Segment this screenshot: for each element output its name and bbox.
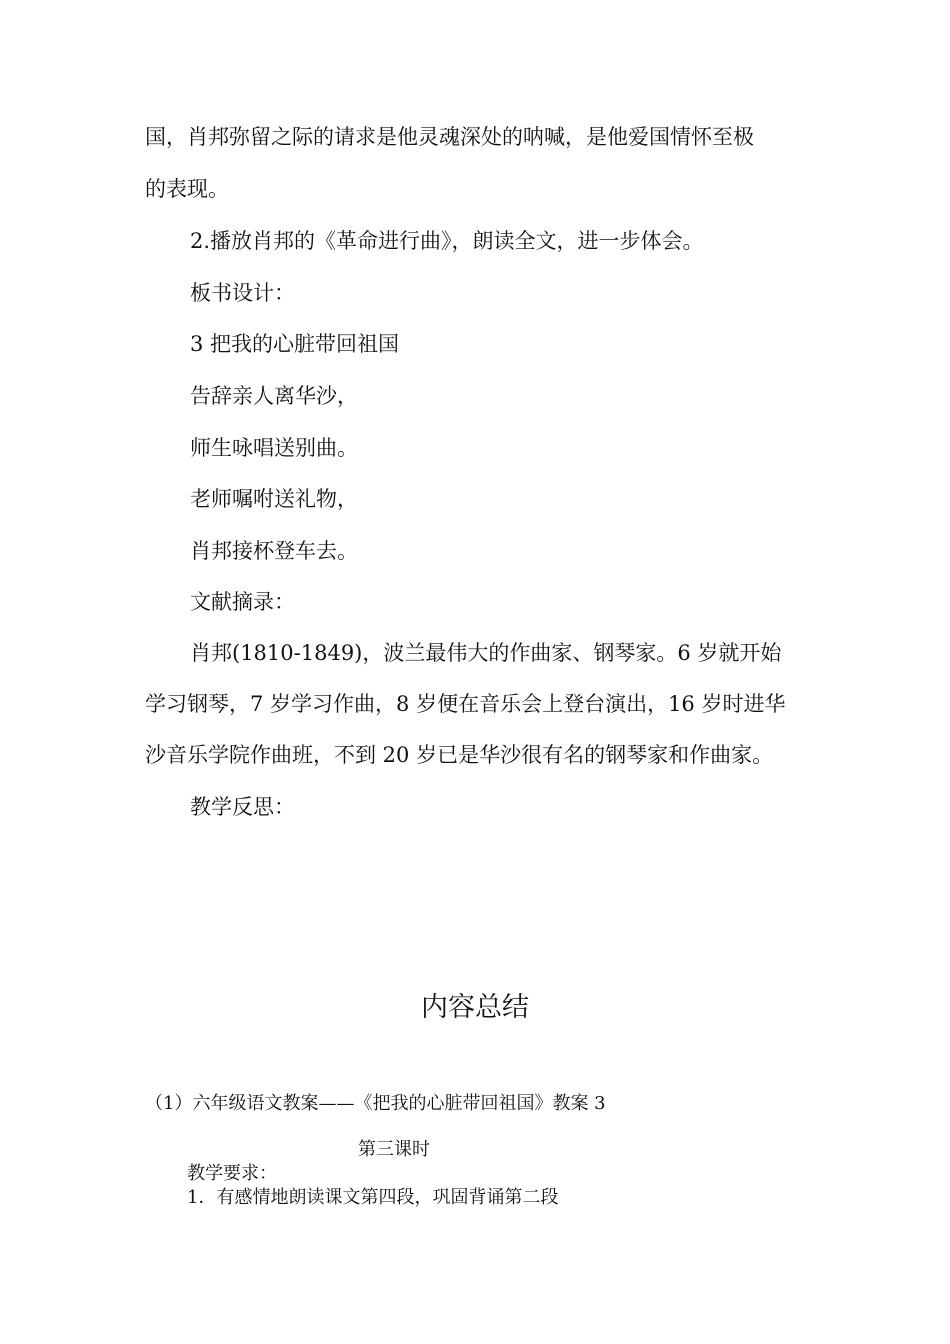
summary-item: （1）六年级语文教案——《把我的心脏带回祖国》教案 3 — [145, 1093, 606, 1114]
lesson-heading: 第三课时 — [358, 1139, 430, 1160]
requirement-item: 1．有感情地朗读课文第四段，巩固背诵第二段 — [187, 1187, 559, 1208]
board-title: 3 把我的心脏带回祖国 — [190, 332, 400, 356]
section-label-board-design: 板书设计： — [190, 281, 295, 305]
board-line: 肖邦接杯登车去。 — [190, 539, 358, 563]
paragraph-line: 的表现。 — [145, 177, 229, 201]
section-label-reflection: 教学反思： — [190, 795, 295, 819]
board-line: 师生咏唱送别曲。 — [190, 436, 358, 460]
paragraph-line: 肖邦(1810-1849)，波兰最伟大的作曲家、钢琴家。6 岁就开始 — [190, 641, 782, 665]
requirements-label: 教学要求： — [187, 1163, 277, 1184]
paragraph-line: 沙音乐学院作曲班，不到 20 岁已是华沙很有名的钢琴家和作曲家。 — [145, 743, 774, 767]
board-line: 老师嘱咐送礼物， — [190, 487, 358, 511]
summary-title: 内容总结 — [421, 992, 529, 1023]
paragraph-line: 学习钢琴，7 岁学习作曲，8 岁便在音乐会上登台演出，16 岁时进华 — [145, 692, 786, 716]
section-label-literature: 文献摘录： — [190, 590, 295, 614]
paragraph-line: 国，肖邦弥留之际的请求是他灵魂深处的呐喊，是他爱国情怀至极 — [145, 125, 754, 149]
paragraph-line: 2.播放肖邦的《革命进行曲》，朗读全文，进一步体会。 — [190, 229, 704, 253]
board-line: 告辞亲人离华沙， — [190, 384, 358, 408]
